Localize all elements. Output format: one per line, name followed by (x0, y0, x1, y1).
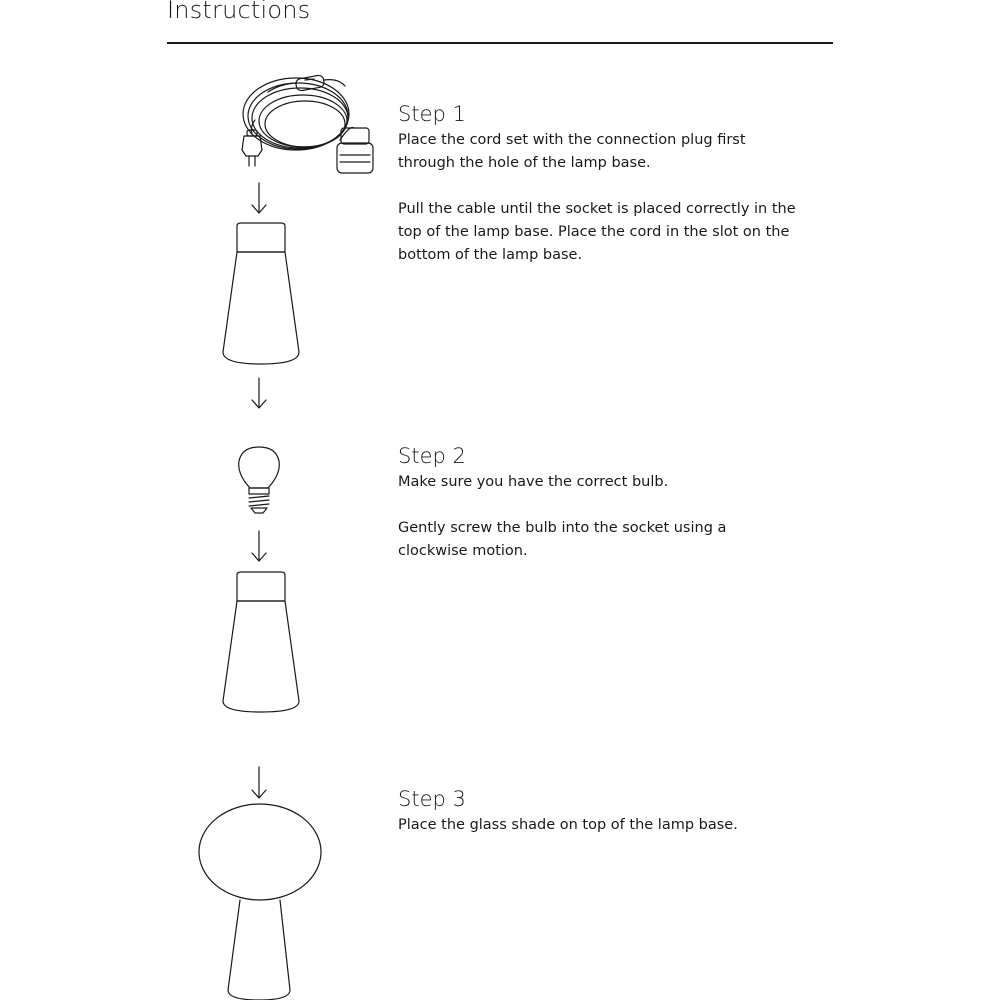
arrow-down-icon (252, 531, 266, 561)
page-title: Instructions (167, 0, 311, 24)
illustration-column (0, 0, 400, 1000)
step-paragraph: Make sure you have the correct bulb. (398, 474, 669, 490)
step-paragraph: Place the glass shade on top of the lamp base. (398, 817, 738, 833)
glass-shade-icon (199, 804, 321, 1000)
step-1 (398, 101, 798, 267)
step-title: Step 3 (398, 787, 466, 811)
bulb-icon (239, 447, 280, 513)
step-3 (398, 786, 798, 837)
step-title: Step 1 (398, 102, 466, 126)
step-title: Step 2 (398, 444, 466, 468)
cord-set-icon (242, 75, 373, 173)
arrow-down-icon (252, 378, 266, 408)
step-paragraph: Pull the cable until the socket is placed correctly in the top of the lamp base. Place the cord in the slot on the bottom of the lamp base. (398, 201, 796, 263)
step-paragraph: Place the cord set with the connection plug first through the hole of the lamp base. (398, 132, 746, 171)
arrow-down-icon (252, 183, 266, 213)
arrow-down-icon (252, 767, 266, 798)
step-paragraph: Gently screw the bulb into the socket using a clockwise motion. (398, 520, 727, 559)
step-2 (398, 443, 798, 563)
lamp-base-icon (223, 223, 299, 364)
lamp-base-icon (223, 572, 299, 712)
